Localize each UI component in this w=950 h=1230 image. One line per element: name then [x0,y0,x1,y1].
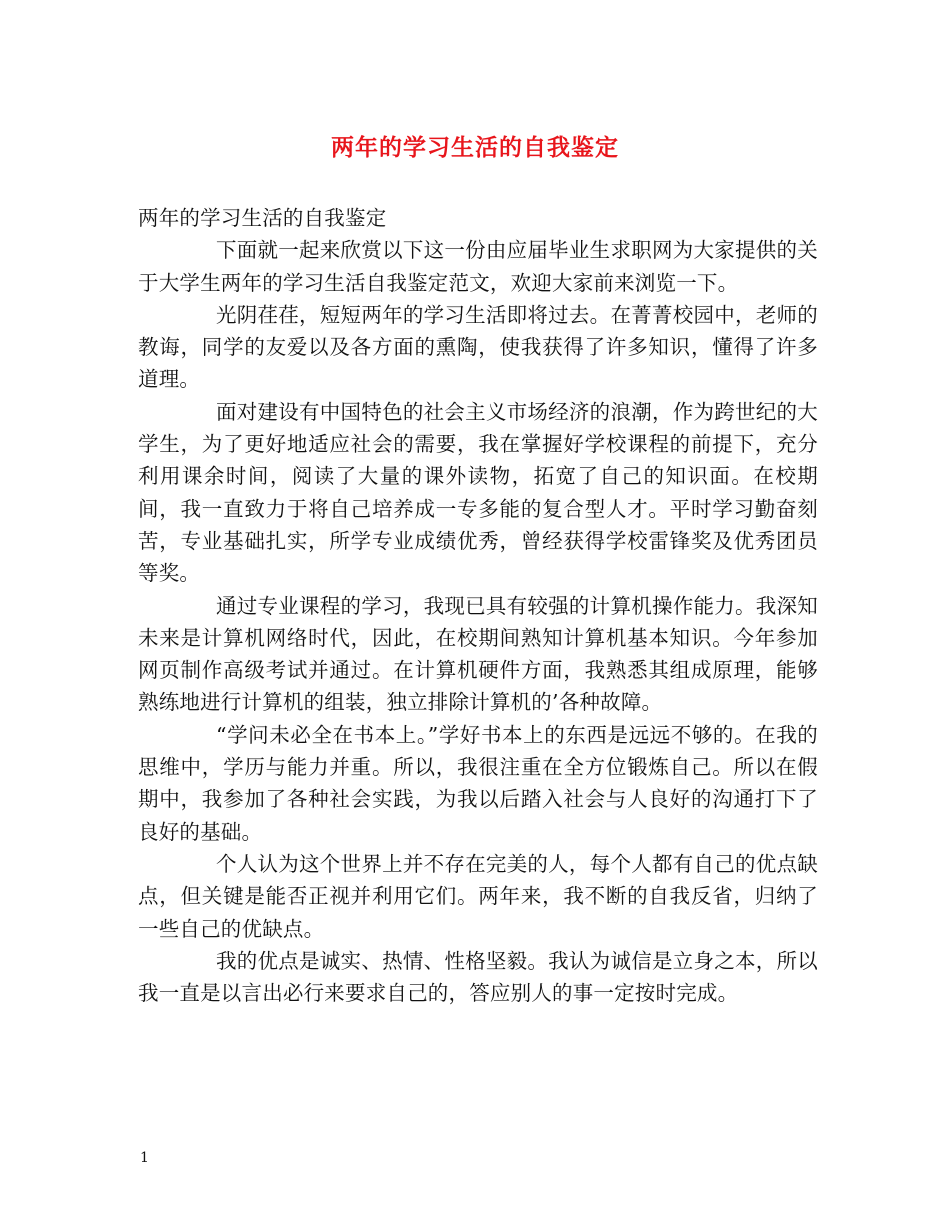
paragraph-computer: 通过专业课程的学习，我现已具有较强的计算机操作能力。我深知未来是计算机网络时代，因此，在校期间熟知计算机基本知识。今年参加网页制作高级考试并通过。在计算机硬件方面，我熟悉其组成原理，能够熟练地进行计算机的组装，独立排除计算机的’各种故障。 [138,593,818,715]
paragraph-reflection: 个人认为这个世界上并不存在完美的人，每个人都有自己的优点缺点，但关键是能否正视并利用它们。两年来，我不断的自我反省，归纳了一些自己的优缺点。 [138,851,818,941]
paragraph-strengths: 我的优点是诚实、热情、性格坚毅。我认为诚信是立身之本，所以我一直是以言出必行来要求自己的，答应别人的事一定按时完成。 [138,948,818,1006]
paragraph-practice: “学问未必全在书本上。”学好书本上的东西是远远不够的。在我的思维中，学历与能力并重。所以，我很注重在全方位锻炼自己。所以在假期中，我参加了各种社会实践，为我以后踏入社会与人良好的沟通打下了良好的基础。 [138,722,818,844]
paragraph-study: 面对建设有中国特色的社会主义市场经济的浪潮，作为跨世纪的大学生，为了更好地适应社会的需要，我在掌握好学校课程的前提下，充分利用课余时间，阅读了大量的课外读物，拓宽了自己的知识面。在校期间，我一直致力于将自己培养成一专多能的复合型人才。平时学习勤奋刻苦，专业基础扎实，所学专业成绩优秀，曾经获得学校雷锋奖及优秀团员等奖。 [138,399,818,586]
document-body [138,202,818,1009]
paragraph-subtitle: 两年的学习生活的自我鉴定 [138,206,387,230]
paragraph-intro: 下面就一起来欣赏以下这一份由应届毕业生求职网为大家提供的关于大学生两年的学习生活自我鉴定范文，欢迎大家前来浏览一下。 [138,238,818,295]
page-number: 1 [140,1150,149,1166]
document-title: 两年的学习生活的自我鉴定 [331,134,619,161]
paragraph-time: 光阴荏荏，短短两年的学习生活即将过去。在菁菁校园中，老师的教诲，同学的友爱以及各方面的熏陶，使我获得了许多知识，懂得了许多道理。 [138,302,818,392]
